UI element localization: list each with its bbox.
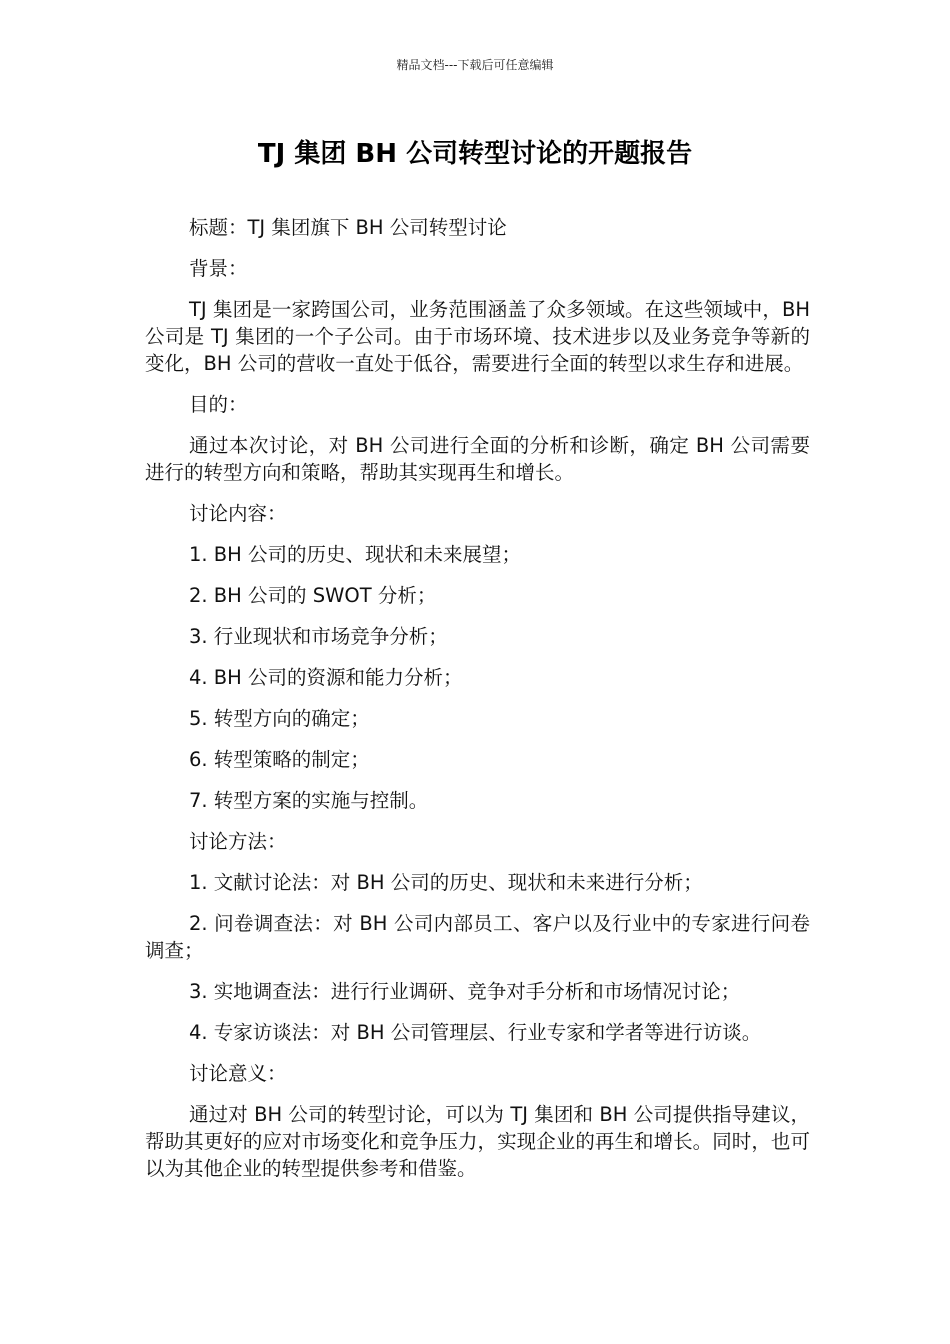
method-item-1: 1. 文献讨论法：对 BH 公司的历史、现状和未来进行分析； <box>189 871 703 894</box>
content-item-1: 1. BH 公司的历史、现状和未来展望； <box>189 543 522 566</box>
significance-paragraph: 通过对 BH 公司的转型讨论，可以为 TJ 集团和 BH 公司提供指导建议，帮助其更好的应对市场变化和竞争压力，实现企业的再生和增长。同时，也可以为其他企业的转型提供参考和借鉴。 <box>145 1103 810 1180</box>
content-heading: 讨论内容： <box>189 502 287 525</box>
content-item-6: 6. 转型策略的制定； <box>189 748 370 771</box>
document-title: TJ 集团 BH 公司转型讨论的开题报告 <box>257 139 693 169</box>
content-item-7: 7. 转型方案的实施与控制。 <box>189 789 429 812</box>
method-heading: 讨论方法： <box>189 830 287 853</box>
topic-line: 标题：TJ 集团旗下 BH 公司转型讨论 <box>189 216 507 239</box>
page-header-watermark: 精品文档---下载后可任意编辑 <box>396 58 554 72</box>
background-paragraph: TJ 集团是一家跨国公司，业务范围涵盖了众多领域。在这些领域中，BH 公司是 TJ 集团的一个子公司。由于市场环境、技术进步以及业务竞争等新的变化，BH 公司的营收一直处于低谷，需要进行全面的转型以求生存和进展。 <box>145 298 810 375</box>
method-item-4: 4. 专家访谈法：对 BH 公司管理层、行业专家和学者等进行访谈。 <box>189 1021 762 1044</box>
purpose-paragraph: 通过本次讨论，对 BH 公司进行全面的分析和诊断，确定 BH 公司需要进行的转型方向和策略，帮助其实现再生和增长。 <box>145 434 810 484</box>
method-item-3: 3. 实地调查法：进行行业调研、竞争对手分析和市场情况讨论； <box>189 980 741 1003</box>
method-item-2: 2. 问卷调查法：对 BH 公司内部员工、客户以及行业中的专家进行问卷调查； <box>145 912 810 962</box>
content-item-4: 4. BH 公司的资源和能力分析； <box>189 666 463 689</box>
purpose-heading: 目的： <box>189 393 248 416</box>
content-item-3: 3. 行业现状和市场竞争分析； <box>189 625 448 648</box>
content-item-5: 5. 转型方向的确定； <box>189 707 370 730</box>
background-heading: 背景： <box>189 257 248 280</box>
content-item-2: 2. BH 公司的 SWOT 分析； <box>189 584 437 607</box>
document-body <box>145 214 810 1196</box>
significance-heading: 讨论意义： <box>189 1062 287 1085</box>
